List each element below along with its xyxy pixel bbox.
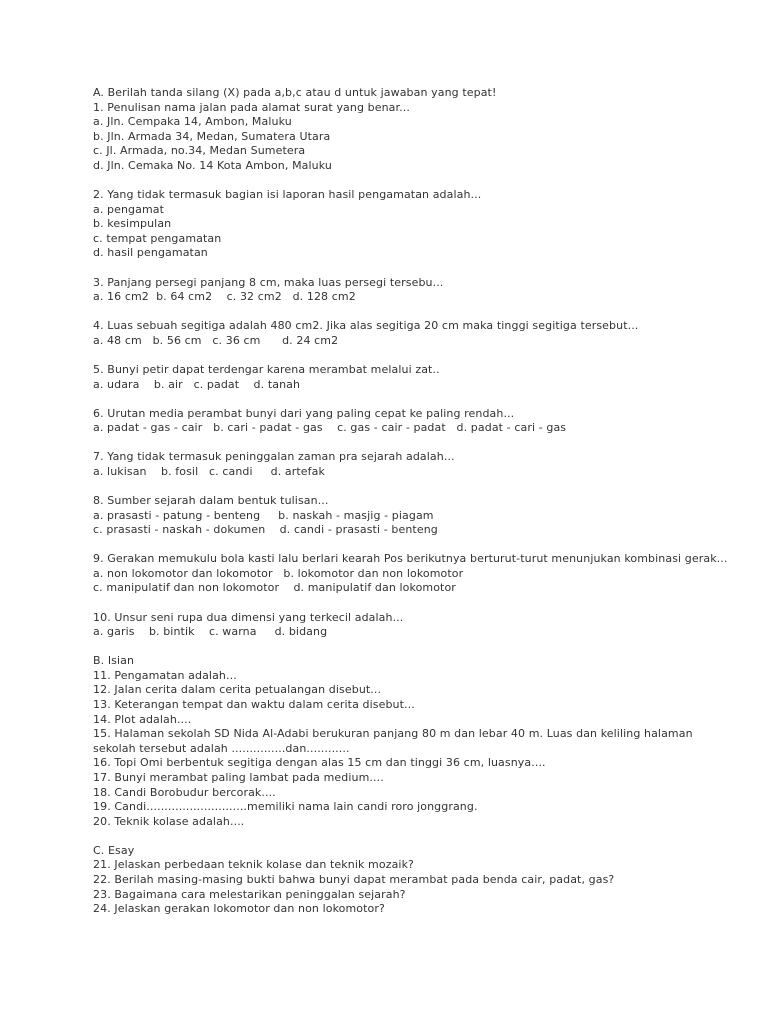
- question-4: [93, 319, 733, 348]
- options-line: c. prasasti - naskah - dokumen d. candi - prasasti - benteng: [93, 523, 438, 537]
- question-24: 24. Jelaskan gerakan lokomotor dan non lokomotor?: [93, 902, 385, 916]
- question-13: 13. Keterangan tempat dan waktu dalam cerita disebut...: [93, 698, 415, 711]
- question-16: 16. Topi Omi berbentuk segitiga dengan alas 15 cm dan tinggi 36 cm, luasnya....: [93, 756, 546, 770]
- question-3: [93, 276, 733, 305]
- options-line: a. 16 cm2 b. 64 cm2 c. 32 cm2 d. 128 cm2: [93, 290, 356, 304]
- section-c-heading: C. Esay: [93, 843, 135, 857]
- options-line: a. lukisan b. fosil c. candi d. artefak: [93, 464, 325, 478]
- option-c: c. tempat pengamatan: [93, 231, 222, 245]
- section-a-heading: A. Berilah tanda silang (X) pada a,b,c atau d untuk jawaban yang tepat!: [93, 86, 497, 99]
- question-19: 19. Candi............................memiliki nama lain candi roro jonggrang.: [93, 800, 478, 814]
- question-10: [93, 611, 733, 640]
- options-line: a. udara b. air c. padat d. tanah: [93, 377, 301, 391]
- options-line: a. 48 cm b. 56 cm c. 36 cm d. 24 cm2: [93, 333, 339, 347]
- question-11: 11. Pengamatan adalah...: [93, 668, 237, 682]
- question-text: 3. Panjang persegi panjang 8 cm, maka luas persegi tersebu...: [93, 275, 444, 289]
- worksheet: [93, 86, 733, 917]
- section-a: [93, 86, 733, 640]
- question-9: [93, 552, 733, 596]
- question-text: 4. Luas sebuah segitiga adalah 480 cm2. Jika alas segitiga 20 cm maka tinggi segitiga tersebut...: [93, 319, 639, 333]
- question-12: 12. Jalan cerita dalam cerita petualangan disebut...: [93, 683, 382, 697]
- question-text: 6. Urutan media perambat bunyi dari yang paling cepat ke paling rendah...: [93, 406, 515, 420]
- options-line: a. non lokomotor dan lokomotor b. lokomotor dan non lokomotor: [93, 566, 464, 580]
- options-line: c. manipulatif dan non lokomotor d. manipulatif dan lokomotor: [93, 581, 456, 595]
- question-20: 20. Teknik kolase adalah....: [93, 814, 245, 828]
- question-7: [93, 450, 733, 479]
- question-2: [93, 188, 733, 261]
- question-text: 7. Yang tidak termasuk peninggalan zaman pra sejarah adalah...: [93, 450, 455, 464]
- question-1: [93, 101, 733, 174]
- option-a: a. Jln. Cempaka 14, Ambon, Maluku: [93, 115, 292, 129]
- question-21: 21. Jelaskan perbedaan teknik kolase dan teknik mozaik?: [93, 858, 414, 872]
- question-text: 10. Unsur seni rupa dua dimensi yang terkecil adalah...: [93, 610, 404, 624]
- option-a: a. pengamat: [93, 202, 165, 216]
- section-b-heading: B. Isian: [93, 654, 135, 668]
- question-17: 17. Bunyi merambat paling lambat pada medium....: [93, 770, 384, 784]
- question-22: 22. Berilah masing-masing bukti bahwa bunyi dapat merambat pada benda cair, padat, gas?: [93, 873, 615, 887]
- section-b: [93, 654, 733, 829]
- question-text: 8. Sumber sejarah dalam bentuk tulisan...: [93, 493, 329, 507]
- section-c: [93, 844, 733, 917]
- question-8: [93, 494, 733, 538]
- question-text: 9. Gerakan memukulu bola kasti lalu berlari kearah Pos berikutnya berturut-turut menunjukan kombinasi gerak...: [93, 552, 728, 566]
- question-14: 14. Plot adalah....: [93, 712, 192, 726]
- question-23: 23. Bagaimana cara melestarikan peninggalan sejarah?: [93, 887, 406, 901]
- question-18: 18. Candi Borobudur bercorak....: [93, 785, 276, 799]
- option-d: d. Jln. Cemaka No. 14 Kota Ambon, Maluku: [93, 158, 332, 172]
- option-b: b. Jln. Armada 34, Medan, Sumatera Utara: [93, 129, 331, 143]
- option-c: c. Jl. Armada, no.34, Medan Sumetera: [93, 144, 306, 158]
- options-line: a. garis b. bintik c. warna d. bidang: [93, 625, 328, 639]
- question-6: [93, 407, 733, 436]
- option-b: b. kesimpulan: [93, 217, 172, 231]
- question-15: 15. Halaman sekolah SD Nida Al-Adabi berukuran panjang 80 m dan lebar 40 m. Luas dan keliling halaman sekolah tersebut adalah ...............dan............: [93, 727, 693, 755]
- question-5: [93, 363, 733, 392]
- option-d: d. hasil pengamatan: [93, 246, 208, 260]
- options-line: a. prasasti - patung - benteng b. naskah - masjig - piagam: [93, 508, 434, 522]
- question-text: 5. Bunyi petir dapat terdengar karena merambat melalui zat..: [93, 362, 440, 376]
- options-line: a. padat - gas - cair b. cari - padat - gas c. gas - cair - padat d. padat - cari - gas: [93, 421, 567, 435]
- question-text: 2. Yang tidak termasuk bagian isi laporan hasil pengamatan adalah...: [93, 188, 482, 202]
- question-text: 1. Penulisan nama jalan pada alamat surat yang benar...: [93, 100, 410, 114]
